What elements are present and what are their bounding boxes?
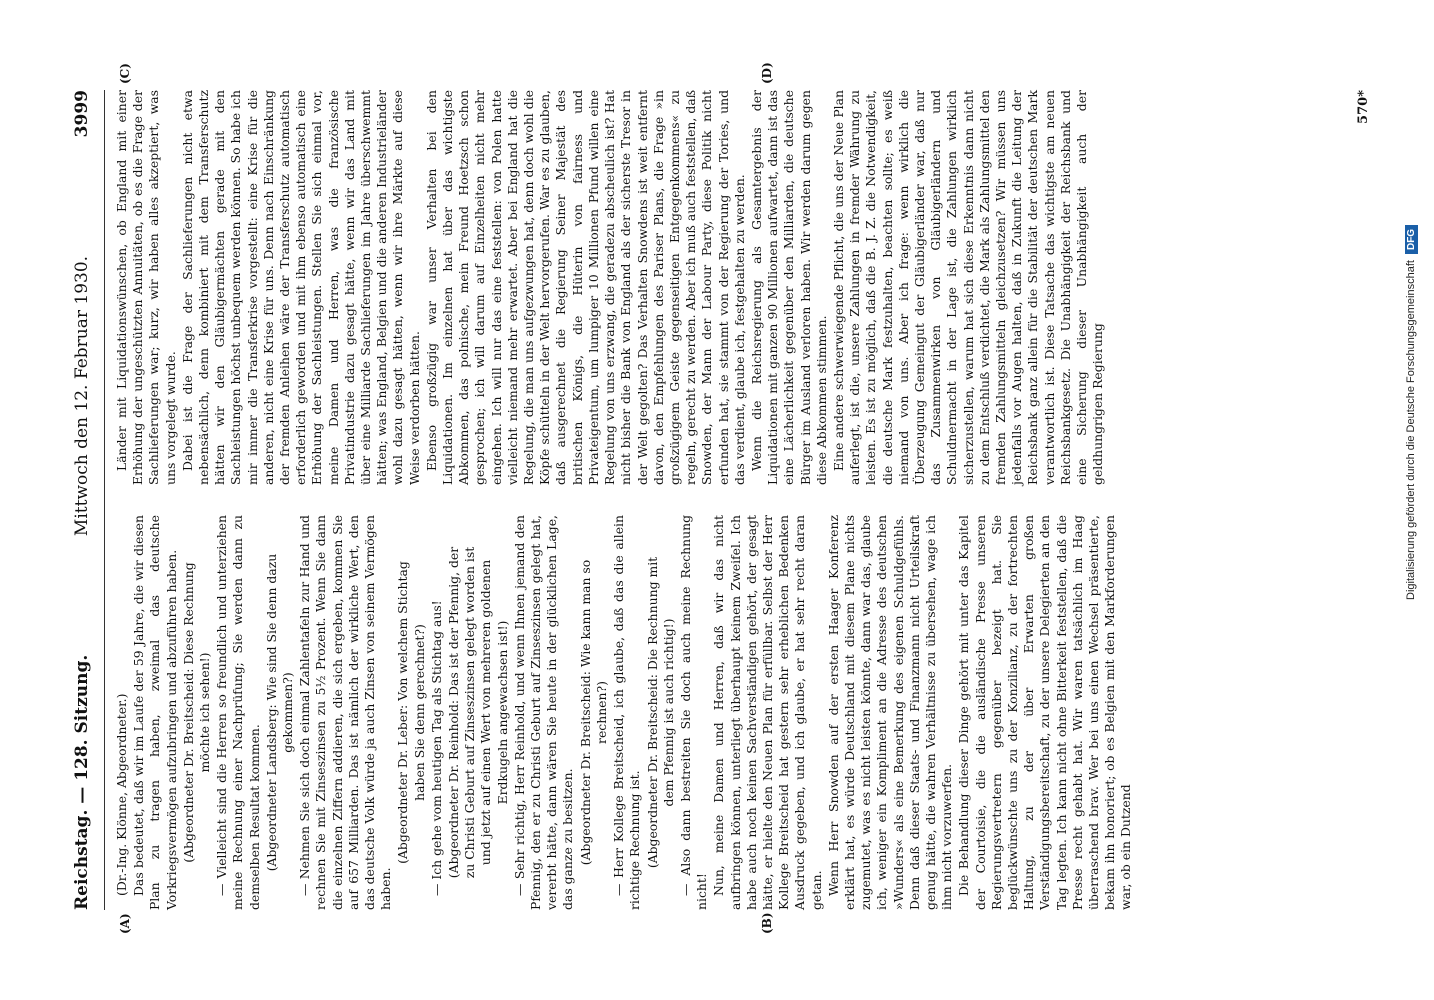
paragraph: (Dr.-Ing. Klönne, Abgeordneter.): [114, 693, 129, 896]
right-column: [114, 90, 1107, 485]
marker-b: (B): [760, 912, 774, 934]
dfg-logo: DFG: [1405, 225, 1418, 254]
paragraph: Die Behandlung dieser Dinge gehört mit unter das Kapitel der Courtoisie, die die ausländische Presse unseren Regierungsvertretern gegenüber bezeigt hat. Sie beglückwünschte uns zu der Konzilianz, zu der fortrechten Haltung, zu der über Erwarten großen Verständigungsbereitschaft, zu der unsere Delegierten an den Tag legten. Ich kann nicht ohne Bitterkeit feststellen, daß die Presse recht gehabt hat. Wir waren tatsächlich im Haag überraschend brav. Wer bei uns einen Wechsel präsentierte, bekam ihn honoriert; ob es Belgien mit den Markforderungen war, ob ein Dutzend: [956, 515, 1134, 910]
header-left: Reichstag. — 128. Sitzung.: [72, 654, 92, 910]
paragraph: — Vielleicht sind die Herren so freundlich und unterziehen meine Rechnung einer Nachprüfung; Sie werden dann zu demselben Resultat kommen.: [214, 515, 262, 910]
paragraph: — Ich gehe vom heutigen Tag als Stichtag aus!: [428, 600, 444, 896]
paragraph: — Sehr richtig, Herr Reinhold, und wenn Ihnen jemand den Pfennig, den er zu Christi Geburt auf Zinseszinsen gelegt hat, vererbt hätte, dann wären Sie heute in der glücklichen Lage, das ganze zu besitzen.: [511, 515, 576, 910]
paragraph: — Nehmen Sie sich doch einmal Zahlentafeln zur Hand und rechnen Sie mit Zinseszinsen zu 5½ Prozent. Wenn Sie dann die einzelnen Ziffern addieren, die sich ergeben, kommen Sie auf 657 Milliarden. Das ist nämlich der wirkliche Wert, den das deutsche Volk würde ja auch Zinsen von seinem Vermögen haben.: [297, 515, 394, 910]
page-header: [60, 90, 105, 910]
paragraph: (Abgeordneter Dr. Reinhold: Das ist der Pfennig, der zu Christi Geburt auf Zinseszinsen gelegt worden ist und jetzt auf einen Wert von mehreren goldenen Erdkugeln angewachsen ist!): [446, 546, 510, 879]
paragraph: (Abgeordneter Dr. Breitscheid: Die Rechnung mit dem Pfennig ist auch richtig!): [644, 556, 676, 869]
paragraph: (Abgeordneter Dr. Leber: Von welchem Stichtag haben Sie denn gerechnet?): [395, 561, 427, 864]
paragraph: Eine andere schwerwiegende Pflicht, die uns der Neue Plan auferlegt, ist die, unsere Zahlungen in fremder Währung zu leisten. Es ist zu möglich, daß die B. J. Z. die Notwendigkeit, die deutsche Mark festzuhalten, beachten sollte; es weiß niemand von uns. Aber ich frage: wenn wirklich die Überzeugung Gemeingut der Gläubigerländer war, daß nur das Zusammenwirken von Gläubigerländern und Schuldnermacht in der Lage ist, die Zahlungen wirklich sicherzustellen, warum hat sich diese Erkenntnis dann nicht zu dem Entschluß verdichtet, die Mark als Zahlungsmittel den fremden Zahlungsmitteln gleichzusetzen? Wir müssen uns jedenfalls vor Augen halten, daß in Zukunft die Leitung der Reichsbank ganz allein für die Stabilität der deutschen Mark verantwortlich ist. Diese Tatsache das wichtigste am neuen Reichsbankgesetz. Die Unabhängigkeit der Reichsbank und eine Sicherung dieser Unabhängigkeit auch der geldhungrigen Regierung: [830, 90, 1106, 485]
page-number: 3999: [72, 90, 92, 138]
paragraph: — Also dann bestreiten Sie doch auch meine Rechnung nicht!: [677, 515, 710, 910]
paragraph: Wenn Herr Snowden auf der ersten Haager Konferenz erklärt hat, es würde Deutschland mit diesem Plane nichts zugemutet, was es nicht leisten könnte, dann war das, glaube ich, weniger ein Kompliment an die Adresse des deutschen »Wunders« als eine Bemerkung des eigenen Schuldgefühls. Denn daß dieser Staats- und Finanzmann nicht Urteilskraft genug hätte, die wahren Verhältnisse zu übersehen, wage ich ihm nicht vorzuwerfen.: [825, 515, 955, 910]
marker-a: (A): [118, 913, 132, 934]
side-note-text: Digitalisierung gefördert durch die Deutsche Forschungsgemeinschaft: [1405, 260, 1417, 600]
paragraph: (Abgeordneter Dr. Breitscheid: Wie kann man so rechnen?): [577, 559, 609, 866]
marker-c: (C): [118, 63, 132, 84]
signature-mark: 570*: [1356, 90, 1371, 124]
rotated-page: [60, 62, 1380, 934]
paragraph: Länder mit Liquidationswünschen, ob England mit einer Erhöhung der ungeschützten Annuitäten, ob es die Frage der Sachlieferungen war; kurz, wir haben alles akzeptiert, was uns vorgelegt wurde.: [114, 90, 178, 485]
left-column: [114, 515, 1136, 910]
paragraph: — Herr Kollege Breitscheid, ich glaube, daß das die allein richtige Rechnung ist.: [611, 515, 643, 910]
side-note: [1394, 0, 1434, 1000]
paragraph: (Abgeordneter Dr. Breitscheid: Diese Rechnung möchte ich sehen!): [180, 562, 213, 863]
paragraph: Ebenso großzügig war unser Verhalten bei den Liquidationen. Im einzelnen hat über das wichtigste Abkommen, das polnische, mein Freund Hoetzsch schon gesprochen; ich will darum auf Einzelheiten nicht mehr eingehen. Ich will nur das eine feststellen: von Polen hatte vielleicht niemand mehr erwartet. Aber bei England hat die Regelung, die man uns aufgezwungen hat, denn doch wohl die Köpfe schütteln in der Welt hervorgerufen. War es zu glauben, daß ausgerechnet die Regierung Seiner Majestät des britischen Königs, die Hüterin von fairness und Privateigentum, um lumpiger 10 Millionen Pfund willen eine Regelung von uns erzwang, die geradezu abscheulich ist? Hat nicht bisher die Bank von England als der sicherste Tresor in der Welt gegolten? Das Verhalten Snowdens ist weit entfernt davon, den Empfehlungen des Pariser Plans, die Frage »in großzügigem Geiste gegenseitigen Entgegenkommens« zu regeln, gerecht zu werden. Aber ich muß auch feststellen, daß Snowden, der Mann der Labour Party, diese Politik nicht erfunden hat, sie stammt von der Regierung der Tories, und das verdient, glaube ich, festgehalten zu werden.: [423, 90, 747, 485]
paragraph: Dabei ist die Frage der Sachlieferungen nicht etwa nebensächlich, denn kombiniert mit dem Transferschutz hätten wir den Gläubigermächten gerade mit den Sachleistungen höchst unbequem werden können. So habe ich mir immer die Transferkrise vorgestellt: eine Krise für die anderen, nicht eine Krise für uns. Denn nach Einschränkung der fremden Anleihen wäre der Transferschutz automatisch erforderlich geworden und mit ihm ebenso automatisch eine Erhöhung der Sachleistungen. Stellen Sie sich einmal vor, meine Damen und Herren, was die französische Privatindustrie dazu gesagt hätte, wenn wir das Land mit über eine Milliarde Sachlieferungen im Jahre überschwemmt hätten; was England, Belgien und die anderen Industrieländer wohl dazu gesagt hätten, wenn wir ihre Märkte auf diese Weise verdorben hätten.: [179, 90, 422, 485]
scanned-page: [60, 62, 1380, 934]
paragraph: Das bedeutet, daß wir im Laufe der 59 Jahre, die wir diesen Plan zu tragen haben, zweimal das deutsche Vorkriegsvermögen aufzubringen und abzuführen haben.: [131, 515, 179, 910]
paragraph: Nun, meine Damen und Herren, daß wir das nicht aufbringen können, unterliegt überhaupt keinem Zweifel. Ich habe auch noch keinen Sachverständigen gehört, der gesagt hätte, er hielte den Neuen Plan für erfüllbar. Selbst der Herr Kollege Breitscheid hat gestern sehr erheblichen Bedenken Ausdruck gegeben, und ich glaube, er hat sehr recht daran getan.: [711, 515, 824, 910]
paragraph: (Abgeordneter Landsberg: Wie sind Sie denn dazu gekommen?): [263, 553, 296, 872]
marker-d: (D): [760, 62, 774, 84]
paragraph: Wenn die Reichsregierung als Gesamtergebnis der Liquidationen mit ganzen 90 Millionen aufwartet, dann ist das eine Lächerlichkeit gegenüber den Milliarden, die deutsche Bürger im Ausland verloren haben. Wir werden darum gegen diese Abkommen stimmen.: [748, 90, 829, 485]
header-date: Mittwoch den 12. Februar 1930.: [72, 255, 92, 537]
